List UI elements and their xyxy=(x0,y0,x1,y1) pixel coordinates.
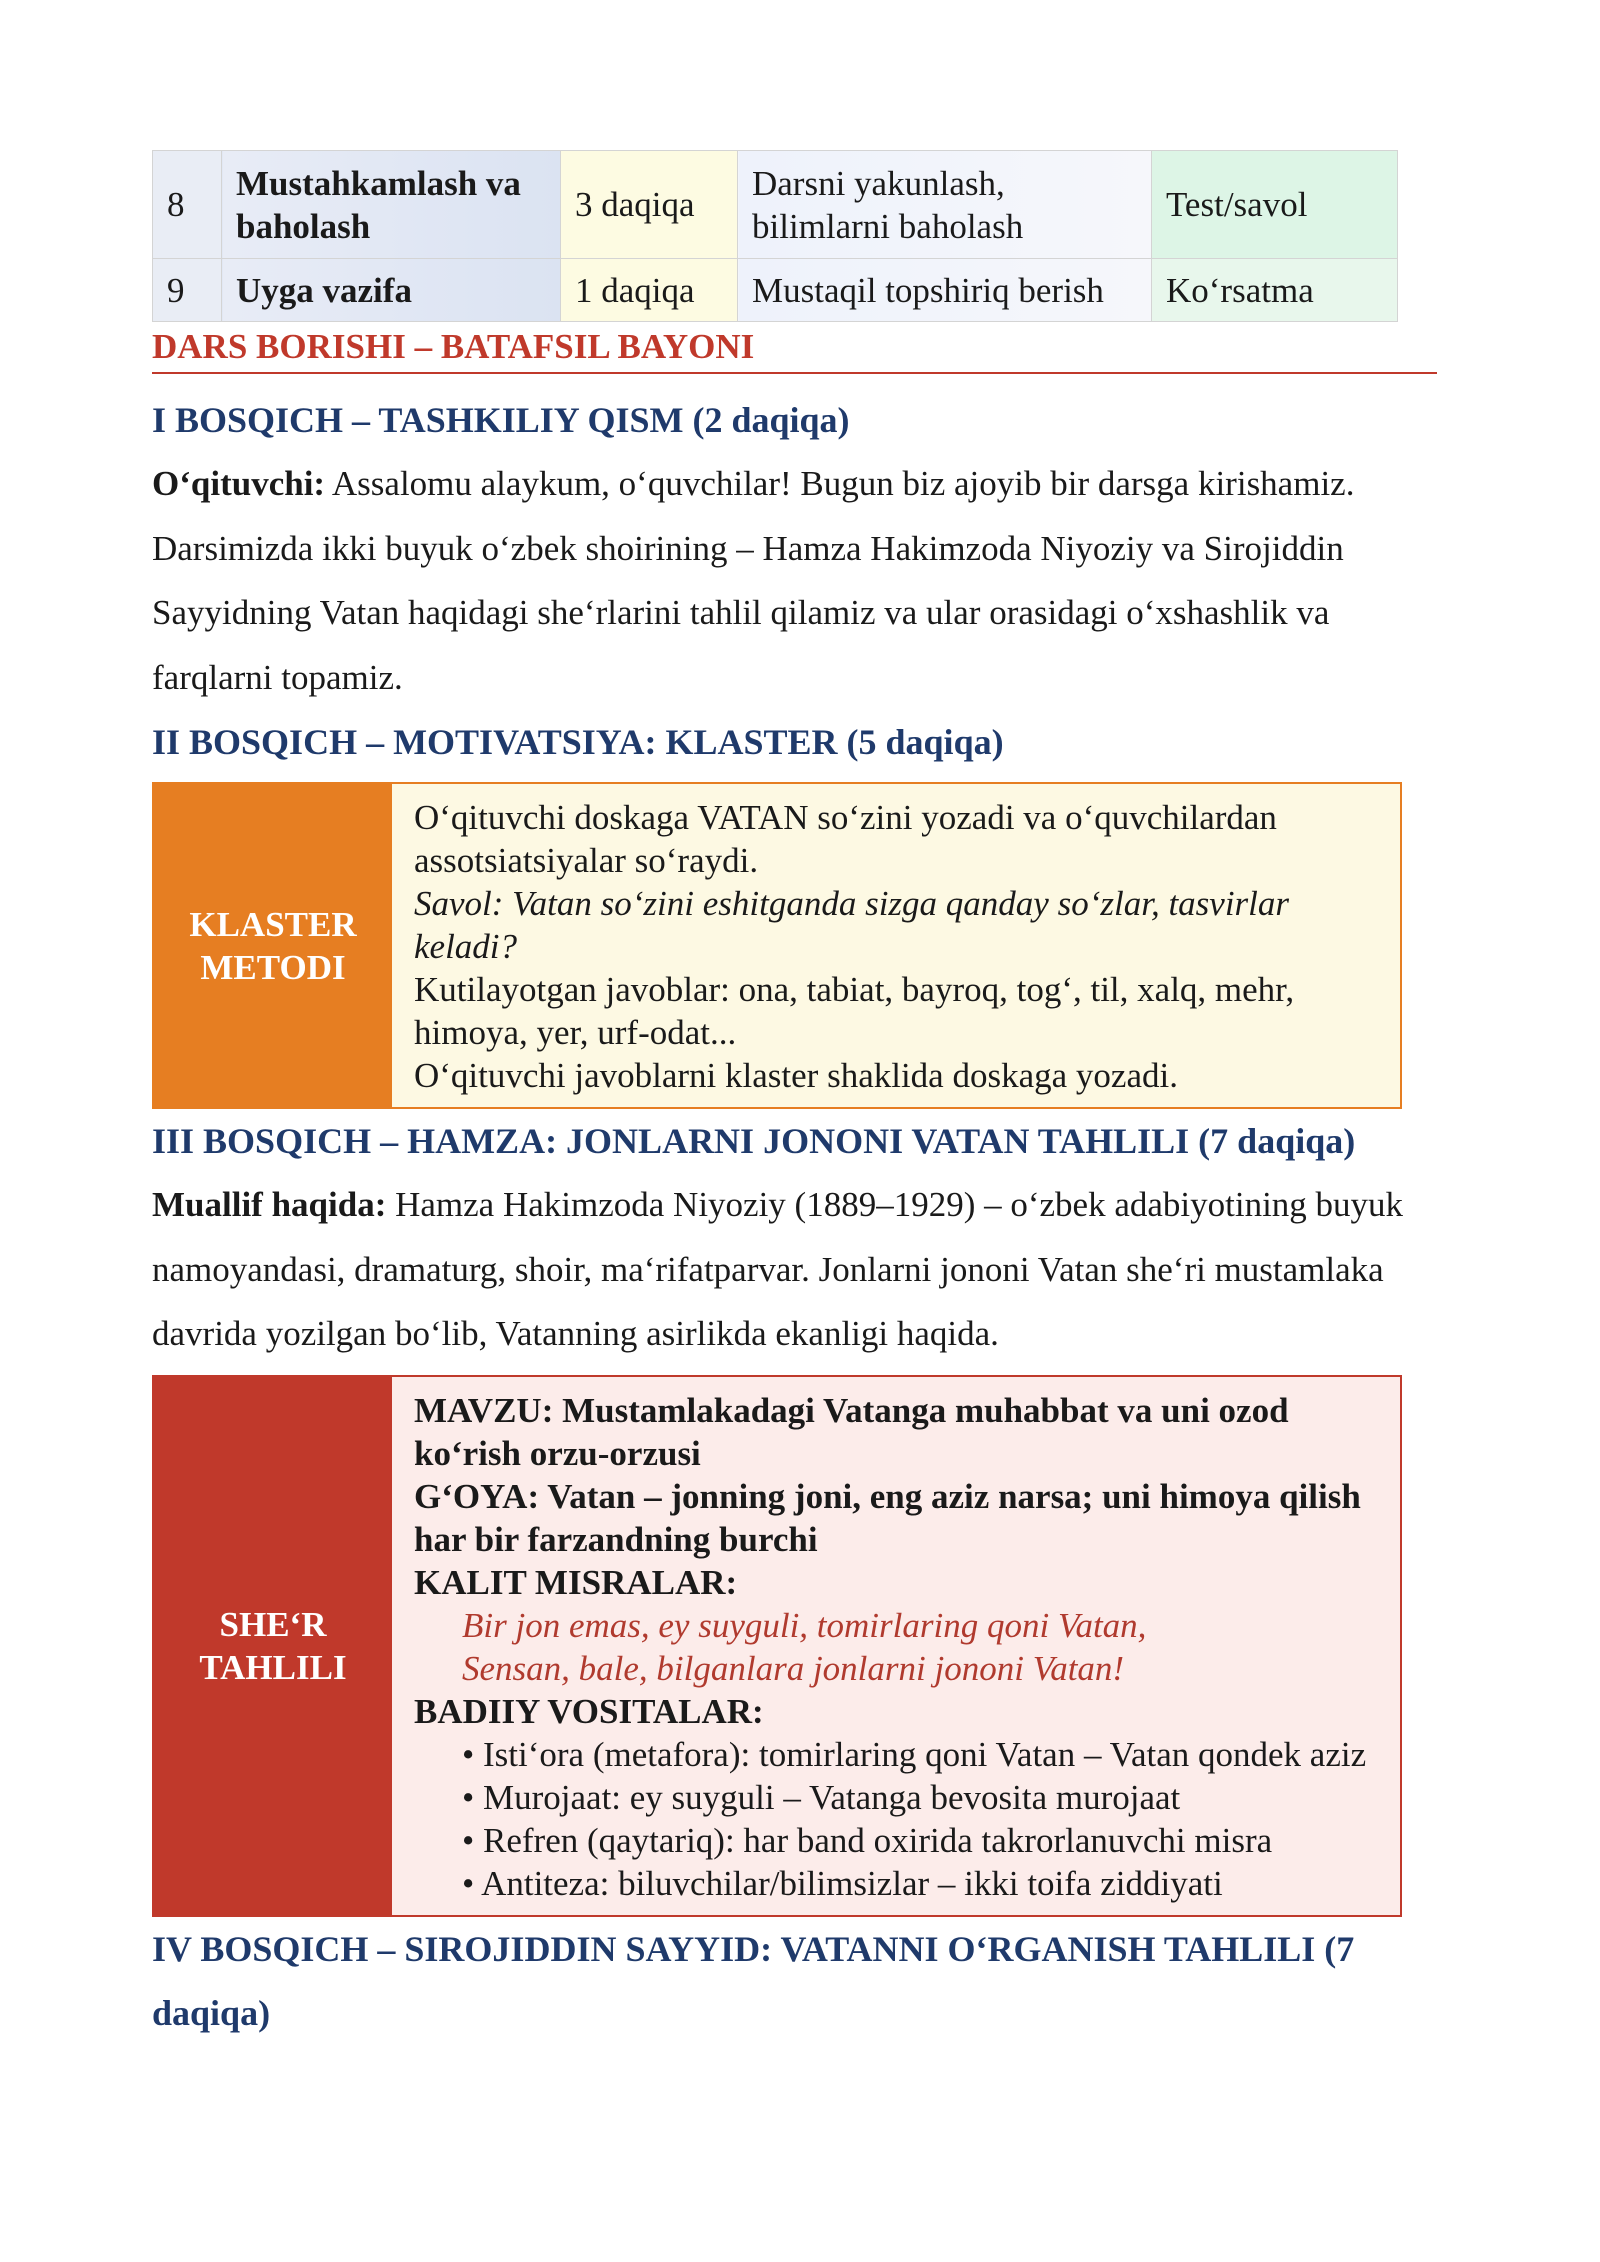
row-number: 9 xyxy=(153,259,222,322)
klaster-line1: O‘qituvchi doskaga VATAN so‘zini yozadi va o‘quvchilardan assotsiatsiyalar so‘raydi. xyxy=(414,798,1277,880)
author-text: Hamza Hakimzoda Niyoziy (1889–1929) – o‘zbek adabiyotining buyuk namoyandasi, dramaturg, shoir, ma‘rifatparvar. Jonlarni jononi Vatan she‘ri mustamlaka davrida yozilgan bo‘lib, Vatanning asirlikda ekanligi haqida. xyxy=(152,1185,1404,1353)
klaster-box-body xyxy=(392,784,1400,1107)
poem-analysis-box xyxy=(152,1375,1402,1917)
author-label: Muallif haqida: xyxy=(152,1185,387,1224)
lesson-plan-table xyxy=(152,150,1398,322)
key-lines-label: KALIT MISRALAR: xyxy=(414,1562,738,1602)
page-content xyxy=(152,150,1437,2045)
stage-activity: Mustaqil topshiriq berish xyxy=(738,259,1152,322)
section-title: DARS BORISHI – BATAFSIL BAYONI xyxy=(152,322,1437,374)
idea-line: G‘OYA: Vatan – jonning joni, eng aziz narsa; uni himoya qilish har bir farzandning burchi xyxy=(414,1476,1361,1559)
stage4-heading: IV BOSQICH – SIROJIDDIN SAYYID: VATANNI O‘RGANISH TAHLILI (7 daqiqa) xyxy=(152,1928,1355,2033)
klaster-line4: O‘qituvchi javoblarni klaster shaklida doskaga yozadi. xyxy=(414,1056,1178,1095)
stage-time: 3 daqiqa xyxy=(561,151,738,259)
poem-label-line1: SHE‘R xyxy=(219,1604,327,1644)
stage-name-line1: Mustahkamlash va xyxy=(236,163,521,203)
poem-box-label xyxy=(154,1377,392,1915)
klaster-box xyxy=(152,782,1402,1109)
quote-line: Sensan, bale, bilganlara jonlarni jononi Vatan! xyxy=(462,1648,1125,1688)
klaster-box-label xyxy=(154,784,392,1107)
klaster-answers: Kutilayotgan javoblar: ona, tabiat, bayroq, tog‘, til, xalq, mehr, himoya, yer, urf-odat... xyxy=(414,970,1295,1052)
stage-name: Uyga vazifa xyxy=(222,259,561,322)
table-row xyxy=(153,151,1398,259)
device-item: • Refren (qaytariq): har band oxirida takrorlanuvchi misra xyxy=(462,1820,1273,1860)
device-item: • Antiteza: biluvchilar/bilimsizlar – ikki toifa ziddiyati xyxy=(462,1863,1223,1903)
stage-activity xyxy=(738,151,1152,259)
stage-check: Ko‘rsatma xyxy=(1152,259,1398,322)
poem-box-body xyxy=(392,1377,1400,1915)
activity-line1: Darsni yakunlash, xyxy=(752,163,1005,203)
stage-name-line2: baholash xyxy=(236,206,371,246)
table-row xyxy=(153,259,1398,322)
stage-name xyxy=(222,151,561,259)
theme-line: MAVZU: Mustamlakadagi Vatanga muhabbat va uni ozod ko‘rish orzu-orzusi xyxy=(414,1390,1289,1473)
stage-time: 1 daqiqa xyxy=(561,259,738,322)
devices-label: BADIIY VOSITALAR: xyxy=(414,1691,764,1731)
device-item: • Murojaat: ey suyguli – Vatanga bevosita murojaat xyxy=(462,1777,1181,1817)
quote-line: Bir jon emas, ey suyguli, tomirlaring qoni Vatan, xyxy=(462,1605,1147,1645)
klaster-label-line2: METODI xyxy=(200,947,346,987)
stage1-text: Assalomu alaykum, o‘quvchilar! Bugun biz ajoyib bir darsga kirishamiz. Darsimizda ikki buyuk o‘zbek shoirining – Hamza Hakimzoda Niyoziy va Sirojiddin Sayyidning Vatan haqidagi she‘rlarini tahlil qilamiz va ular orasidagi o‘xshashlik va farqlarni topamiz. xyxy=(152,464,1355,697)
stage-check: Test/savol xyxy=(1152,151,1398,259)
speaker-label: O‘qituvchi: xyxy=(152,464,326,503)
klaster-question: Savol: Vatan so‘zini eshitganda sizga qanday so‘zlar, tasvirlar keladi? xyxy=(414,884,1290,966)
stage3-heading: III BOSQICH – HAMZA: JONLARNI JONONI VATAN TAHLILI (7 daqiqa) xyxy=(152,1121,1356,1161)
stage1-heading: I BOSQICH – TASHKILIY QISM (2 daqiqa) xyxy=(152,400,850,440)
activity-line2: bilimlarni baholash xyxy=(752,206,1024,246)
stage2-heading: II BOSQICH – MOTIVATSIYA: KLASTER (5 daqiqa) xyxy=(152,722,1004,762)
poem-label-line2: TAHLILI xyxy=(199,1647,347,1687)
author-paragraph xyxy=(152,1173,1437,1367)
row-number: 8 xyxy=(153,151,222,259)
klaster-label-line1: KLASTER xyxy=(189,904,357,944)
stage1-paragraph xyxy=(152,452,1437,710)
device-item: • Isti‘ora (metafora): tomirlaring qoni Vatan – Vatan qondek aziz xyxy=(462,1734,1367,1774)
